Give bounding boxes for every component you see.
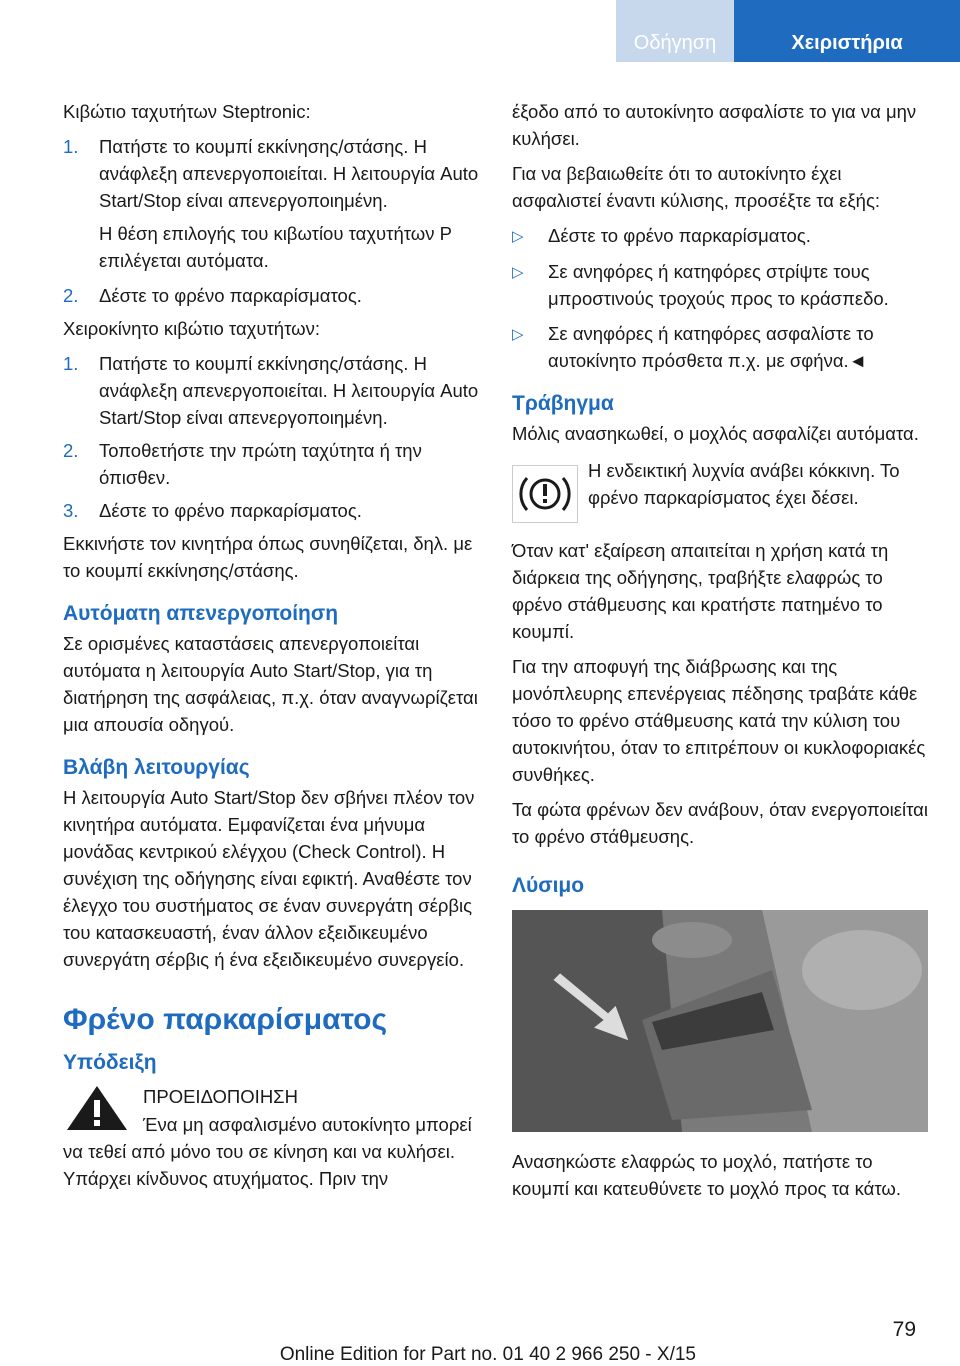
right-column: [512, 98, 932, 1210]
indicator-text: Η ενδεικτική λυχνία ανάβει κόκκινη. Το φρένο παρκαρίσματος έχει δέσει.: [588, 460, 900, 508]
list-number: 2.: [63, 285, 79, 306]
list-text: Δέστε το φρένο παρκαρίσματος.: [548, 225, 811, 246]
brake-lights-text: Τα φώτα φρένων δεν ανάβουν, όταν ενεργοποιείται το φρένο στάθμευσης.: [512, 799, 928, 847]
list-text: Πατήστε το κουμπί εκκίνησης/στάσης. Η ανάφλεξη απενεργοποιείται. Η λειτουργία Auto Start/Stop είναι απενεργοποιημένη.: [99, 353, 479, 428]
list-item: [63, 437, 483, 491]
malfunction-text: Η λειτουργία Auto Start/Stop δεν σβήνει πλέον τον κινητήρα αυτόματα. Εμφανίζεται ένα μήνυμα μονάδας κεντρικού ελέγχου (Check Control). Η συνέχιση της οδήγησης είναι εφικτή. Αναθέστε τον έλεγχο του συστήματος σε έναν συνεργάτη σέρβις του κατασκευαστή, έναν άλλον εξειδικευμένο συνεργάτη σέρβις ή ένα εξειδικευμένο συνεργείο.: [63, 787, 475, 970]
warning-label: ΠΡΟΕΙΔΟΠΟΙΗΣΗ: [143, 1086, 298, 1107]
indicator-block: [512, 457, 932, 523]
list-item: [63, 497, 483, 524]
malfunction-heading: Βλάβη λειτουργίας: [63, 756, 250, 779]
list-number: 2.: [63, 440, 79, 461]
list-item: [63, 133, 483, 214]
page-number: 79: [892, 1318, 916, 1341]
restart-text: Εκκινήστε τον κινητήρα όπως συνηθίζεται, δηλ. με το κουμπί εκκίνησης/στάσης.: [63, 533, 473, 581]
steptronic-intro: Κιβώτιο ταχυτήτων Steptronic:: [63, 101, 311, 122]
page-footer: [0, 1318, 960, 1365]
list-number: 3.: [63, 500, 79, 521]
corrosion-text: Για την αποφυγή της διάβρωσης και της μονόπλευρης επενέργειας πέδησης τραβάτε κάθε τόσο το φρένο στάθμευσης κατά την κύλιση του αυτοκινήτου, όταν το επιτρέπουν οι κυκλοφοριακές συνθήκες.: [512, 656, 926, 785]
section-tab-controls[interactable]: Χειριστήρια: [734, 0, 960, 62]
brake-warning-lamp-icon: [512, 465, 578, 523]
parking-brake-lever-illustration: [512, 910, 928, 1132]
list-text: Σε ανηφόρες ή κατηφόρες ασφαλίστε το αυτοκίνητο πρόσθετα π.χ. με σφήνα.◄: [548, 323, 874, 371]
page-header: [616, 0, 960, 62]
pull-text: Μόλις ανασηκωθεί, ο μοχλός ασφαλίζει αυτόματα.: [512, 423, 919, 444]
edition-text: Online Edition for Part no. 01 40 2 966 250 - X/15: [279, 1344, 696, 1365]
warning-text: Ένα μη ασφαλισμένο αυτοκίνητο μπορεί να τεθεί από μόνο του σε κίνηση και να κυλήσει. Υπάρχει κίνδυνος ατυχήματος. Πριν την: [63, 1114, 472, 1189]
list-item: [512, 320, 932, 374]
secure-intro: Για να βεβαιωθείτε ότι το αυτοκίνητο έχει ασφαλιστεί έναντι κύλισης, προσέξτε τα εξής:: [512, 163, 880, 211]
warning-text-continued: έξοδο από το αυτοκίνητο ασφαλίστε το για να μην κυλήσει.: [512, 101, 917, 149]
notice-heading: Υπόδειξη: [63, 1051, 157, 1074]
auto-deactivation-heading: Αυτόματη απενεργοποίηση: [63, 602, 339, 625]
list-text: Δέστε το φρένο παρκαρίσματος.: [99, 285, 362, 306]
list-item: [63, 350, 483, 431]
bullet-triangle-icon: ▷: [512, 264, 524, 281]
warning-triangle-icon: [63, 1083, 131, 1133]
list-item: [63, 282, 483, 309]
list-text: Δέστε το φρένο παρκαρίσματος.: [99, 500, 362, 521]
left-column: [63, 98, 483, 1200]
exception-text: Όταν κατ' εξαίρεση απαιτείται η χρήση κατά τη διάρκεια της οδήγησης, τραβήξτε ελαφρώς το φρένο στάθμευσης και κρατήστε πατημένο το κουμπί.: [512, 540, 889, 642]
manual-intro: Χειροκίνητο κιβώτιο ταχυτήτων:: [63, 318, 320, 339]
section-tab-driving[interactable]: Οδήγηση: [616, 0, 734, 62]
parking-brake-lever-photo: [512, 910, 928, 1132]
list-item: [512, 222, 932, 250]
bullet-triangle-icon: ▷: [512, 326, 524, 343]
release-heading: Λύσιμο: [512, 874, 585, 897]
parking-brake-heading: Φρένο παρκαρίσματος: [63, 1003, 388, 1036]
pull-heading: Τράβηγμα: [512, 392, 614, 415]
list-subtext: Η θέση επιλογής του κιβωτίου ταχυτήτων P επιλέγεται αυτόματα.: [99, 223, 452, 271]
release-text: Ανασηκώστε ελαφρώς το μοχλό, πατήστε το κουμπί και κατευθύνετε το μοχλό προς τα κάτω.: [512, 1151, 901, 1199]
auto-deactivation-text: Σε ορισμένες καταστάσεις απενεργοποιείται αυτόματα η λειτουργία Auto Start/Stop, για τη διατήρηση της ασφάλειας, π.χ. όταν αναγνωρίζεται μια απουσία οδηγού.: [63, 633, 478, 735]
list-number: 1.: [63, 136, 79, 157]
list-text: Σε ανηφόρες ή κατηφόρες στρίψτε τους μπροστινούς τροχούς προς το κράσπεδο.: [548, 261, 889, 309]
list-text: Τοποθετήστε την πρώτη ταχύτητα ή την όπισθεν.: [99, 440, 422, 488]
list-number: 1.: [63, 353, 79, 374]
list-text: Πατήστε το κουμπί εκκίνησης/στάσης. Η ανάφλεξη απενεργοποιείται. Η λειτουργία Auto Start/Stop είναι απενεργοποιημένη.: [99, 136, 479, 211]
bullet-triangle-icon: ▷: [512, 228, 524, 245]
list-item: [512, 258, 932, 312]
